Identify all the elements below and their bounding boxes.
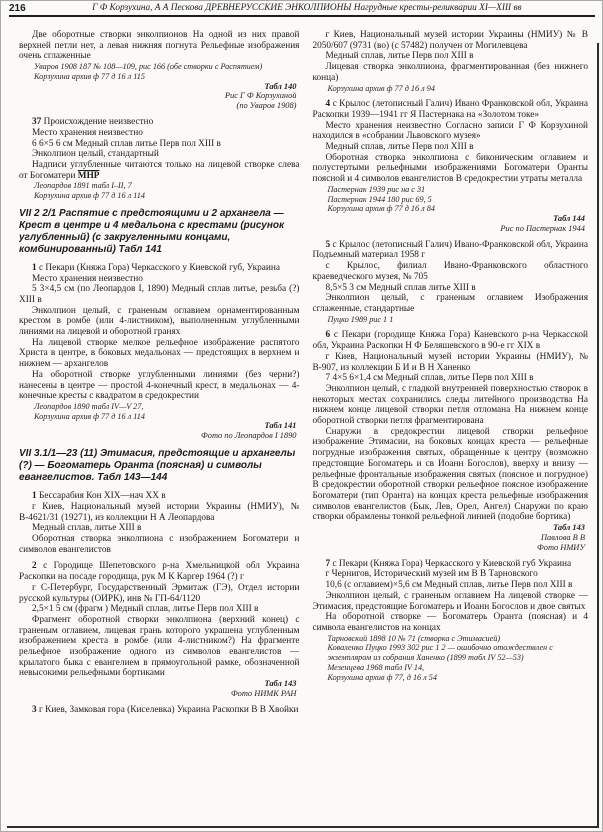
entry-number: 2 [32,561,37,572]
paragraph: 4 с Крылос (летописный Галич) Ивано Франковской обл, Украина Раскопки 1939—1941 гг Я Пастернака на «Золотом токе» [312,99,588,120]
credit-line: Рис по Пастернак 1944 [500,223,585,233]
entry-number: 6 [325,330,331,341]
paragraph: Оборотная створка энколпиона с изображением Богоматери и символов евангелистов [19,534,300,555]
paragraph: Энколпион целый, с граненым оглавием На лицевой створке — Этимасия, предстоящие Богоматерь и Иоанн Богослов и двое святых [312,590,588,612]
credit-line: Павлова В В [541,532,585,542]
scan-edge-line-bottom [7,826,597,828]
credit-line: (по Уваров 1908) [236,101,297,111]
paragraph: Место хранения неизвестно [32,127,143,138]
entry-number: 5 [325,239,331,250]
nomina-sacra-abbreviation: МНР [77,170,100,181]
paragraph: На оборотной створке углубленными линиями (без черни?) нанесены в центре — простой 4-конечный крест, в медальонах — 4-конечные кресты с квадратом в средокрестии [19,369,300,402]
paragraph: 37 Происхождение неизвестно [32,117,154,128]
paragraph: 2 с Городище Шепетовского р-на Хмельницкой обл Украина Раскопки на посаде городища, рук М К Каргер 1964 (?) г [19,561,300,583]
paragraph: Лицевая створка энколпиона, фрагментированная (без нижнего конца) [312,62,588,83]
paragraph: 10,6 (с оглавием)×5,6 см Медный сплав, литье Перв пол XIII в [325,580,573,591]
paragraph: Место хранения неизвестно Согласно записи Г Ф Корзухиной находился в «собрании Львовского музея» [312,120,588,142]
paragraph: 6 6×5 6 см Медный сплав литье Перв пол XIII в [32,138,221,149]
paragraph: 6 с Пекари (городище Княжа Гора) Каневского р-на Черкасской обл, Украина Раскопки Н Ф Беляшевского в 90-е гг XIX в [312,330,588,352]
section-heading: VII 2 2/1 Распятие с предстоящими и 2 архангела — Крест в центре и 4 медальона с крестами (рисунок углубленный) (с закругленными концами, комбинированный) Табл 141 [19,207,285,255]
paragraph: 5 3×4,5 см (по Леопардов I, 1890) Медный сплав литье, резьба (?) XIII в [19,284,300,305]
reference-line: Корзухина архив ф 77 д 16 л 84 [327,204,435,214]
section-heading: VII 3.1/1—23 (11) Этимасия, предстоящие и архангелы (?) — Богоматерь Оранта (поясная) и символы евангелистов. Табл 143—144 [19,448,296,484]
header-rule [9,15,595,17]
paragraph: 2,5×1 5 см (фрагм ) Медный сплав, литье Перв пол XIII в [32,604,259,615]
credit-line: Табл 143 [553,523,585,533]
reference-line: Уваров 1908 187 № 108—109, рис 166 (обе створки с Распятием) [34,62,263,72]
text-columns [19,30,588,823]
paragraph: г С-Петербург, Государственный Эрмитаж (ГЭ), Отдел истории русской культуры (ОИРК), инв № ГП-64/1120 [19,582,300,604]
paragraph: Энколпион целый, стандартный [32,149,159,160]
paragraph: г Чернигов, Исторический музей им В В Тарновского [325,569,538,580]
reference-line: Корзухина архив ф 77 д 16 л 94 [327,83,435,93]
entry-number: 3 [32,704,37,715]
entry-number: 7 [325,558,331,569]
reference-line: Корзухина архив ф 77 д 16 л 114 [34,411,145,421]
running-header [9,2,588,14]
entry-number: 1 [32,491,37,502]
paragraph: Снаружи в средокрестии лицевой створки рельефное изображение Этимасии, на боковых концах креста — рельефные погрудные изображения святых, обращенные к центру (возможно предстоящие Богоматерь и св Иоанн Богослов), вверху и внизу — рельефные фронтальные изображения святых (поясное и погрудное) В средокрестии оборотной створки рельефное поясное изображение Богоматери (тип Оранта) на концах креста рельефные изображения символов евангелистов (Бык, Лев, Орел, Ангел) Снаружи по краю створки обрамлены тонкой рельефной линией (подобие бортика) [312,426,588,523]
paragraph: Две оборотные створки энколпионов На одной из них правой верхней петли нет, а левая нижняя погнута Рельефные изображения очень сглаженные [19,30,300,62]
credit-line: Фото по Леопардов I 1890 [201,431,297,441]
reference-line: Коваленко Пуцко 1993 302 рис 1 2 — ошибочно отождествлен с экземпляром из собрания Ханенко (1899 табл IV 52—53) [327,643,553,663]
entry-number: 1 [32,262,37,273]
entry-number: 37 [32,117,42,128]
credit-line: Табл 140 [264,81,297,91]
credit-line: Рис Г Ф Корзухиной [224,91,297,101]
reference-line: Мезенцева 1968 табл IV 14, [327,662,425,672]
paragraph: Медный сплав, литье XIII в [32,523,142,534]
paragraph: с Крылос, филиал Ивано-Франковского областного краеведческого музея, № 705 [312,261,588,282]
paragraph: г Киев, Национальный музей истории Украины (НМИУ) № В 2050/607 (9731 (во) (с 57482) получен от Могилевцева [312,30,588,51]
paragraph: г Киев, Национальный музей истории Украины (НМИУ), № В-907, из коллекции Б И и В Н Ханенко [312,351,588,373]
credit-line: Фото НИМК РАН [230,689,297,699]
spacer [19,201,299,207]
reference-line: Леопардов 1891 табл I–II, 7 [34,181,132,191]
paragraph: 1 с Пекари (Княжа Гора) Черкасского у Киевской губ, Украина [32,262,280,273]
paragraph: Оборотная створка энколпиона с биконическим оглавием и полустертыми рельефными изображениями Богоматери Оранты поясной и 4 символов евангелистов В средокрестии утраты металла [312,152,588,185]
paragraph: На оборотной створке — Богоматерь Оранта (поясная) и 4 символа евангелистов на концах [312,612,588,633]
paragraph: На лицевой створке мелкое рельефное изображение распятого Христа в центре, в боковых медальонах — предстоящих в верхнем и нижнем — архангелов [19,337,300,370]
scan-edge-line-right [597,43,599,828]
paragraph: Надписи углубленные читаются только на лицевой створке слева от Богоматери МНР [19,160,300,181]
reference-line: Пуцко 1989 рис 1 1 [327,314,394,324]
credit-line: Табл 144 [553,213,585,223]
paragraph: Место хранения неизвестно [32,273,143,284]
paragraph: 5 с Крылос (летописный Галич) Ивано-Франковской обл, Украина Подъемный материал 1958 г [312,239,588,261]
paragraph: Медный сплав, литье Перв пол XIII в [325,142,474,153]
paragraph: 7 4×5 6×1,4 см Медный сплав, литье Перв пол XIII в [325,373,534,384]
reference-line: Пастернак 1944 180 рис 69, 5 [327,194,432,204]
credit-line: Табл 143 [264,679,297,689]
page-number: 216 [9,2,26,14]
left-column [19,30,299,823]
reference-line: Корзухина архив ф 77 д 16 л 114 [34,191,145,201]
paragraph: Фрагмент оборотной створки энколпиона (верхний конец) с граненым оглавием, лицевая грань которого украшена углубленным изображением креста в ромбе (или 4-листником?) На фрагменте рельефное изображение одного из символов евангелистов — крылатого быка с евангелием в прямоугольной рамке, обозначенной невысокими рельефными бортиками [19,614,300,679]
right-column [312,30,588,823]
reference-line: Леопардов 1890 табл IV—V 27, [34,402,144,411]
paragraph: Энколпион целый, с граненым оглавием Изображения сглаженные, стандартные [312,293,588,314]
paragraph: Медный сплав, литье Перв пол XIII в [325,51,474,62]
credit-line: Табл 141 [264,421,297,431]
paragraph: г Киев, Национальный музей истории Украины (НМИУ), № В-4621/31 (19271), из коллекции Н А Леопардова [19,501,300,523]
paragraph: Энколпион целый, с граненым оглавием орнаментированным крестом в ромбе (или 4-листником), выполненным углубленными линиями на лицевой и оборотной гранях [19,305,300,338]
paragraph: 7 с Пекари (Княжа Гора) Черкасского у Киевской губ Украина [325,558,572,569]
spacer [19,441,299,447]
running-title: Г Ф Корзухина, А А Пескова ДРЕВНЕРУССКИЕ ЭНКОЛПИОНЫ Нагрудные кресты-реликварии XI—XIII вв [92,3,522,13]
paragraph: 1 Бессарабия Кон XIX—нач XX в [32,491,166,502]
reference-line: Тарновский 1898 10 № 71 (створка с Этимасией) [327,633,501,643]
paragraph: 8,5×5 3 см Медный сплав литье XIII в [325,282,476,293]
paragraph: Энколпион целый, с гладкой внутренней поверхностью створок в некоторых местах сохранились следы литейного производства На нижнем конце лицевой створки петля отломана На нижнем конце оборотной створки петля фрагментирована [312,383,588,427]
credit-line: Фото НМИУ [537,542,585,552]
reference-line: Корзухина архив ф 77, д 16 л 54 [327,672,437,682]
reference-line: Пастернак 1939 рис на с 31 [327,184,426,194]
paragraph: 3 г Киев, Замковая гора (Киселевка) Украина Раскопки В В Хвойки [32,704,299,715]
reference-line: Корзухина архив ф 77 д 16 л 115 [34,71,145,81]
entry-number: 4 [325,99,331,110]
